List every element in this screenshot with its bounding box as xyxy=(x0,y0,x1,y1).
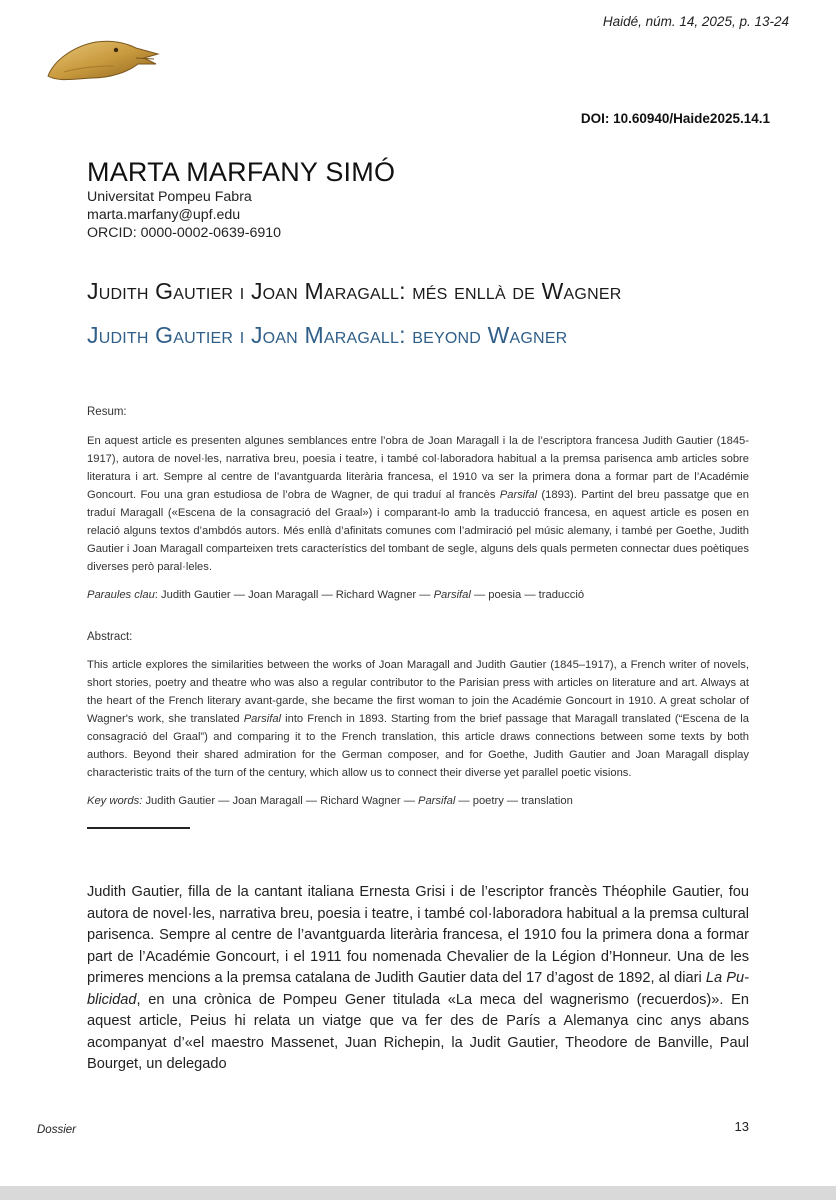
paraules-clau-terms: : Judith Gautier — Joan Maragall — Richard Wagner — xyxy=(154,589,434,601)
key-words-terms: — poetry — translation xyxy=(455,795,573,807)
article-title-english: Judith Gautier i Joan Maragall: beyond Wagner xyxy=(87,322,568,348)
resum-text-part: En aquest article es presenten algunes semblances entre l’obra de Joan Maragall i la de l’escriptora francesa Judith Gautier (1845-1917), autora de novel·les, narrativa breu, poesia i teatre, i també col·laboradora habitual a la premsa parisenca amb articles sobre literatura i art. Sempre al centre de l’avantguarda literària francesa, el 1910 va ser la primera dona a formar part de l’Académie Goncourt. Fou una gran estudiosa de l’obra de Wagner, de qui traduí al francès xyxy=(87,435,749,501)
key-words xyxy=(87,795,573,807)
author-name: MARTA MARFANY SIMÓ xyxy=(87,157,396,187)
paraules-clau xyxy=(87,589,584,601)
page-bottom-strip xyxy=(0,1186,836,1200)
abstract-text-part: into French in 1893. Starting from the brief passage that Maragall translated (“Escena de la consagració del Graal”) and comparing it to the French translation, this article draws connections between some texts by both authors. Beyond their shared admiration for the German composer, and for Goethe, Judith Gautier and Joan Maragall display characteristic traits of the turn of the century, which allow us to connect their diverse yet parallel poetic visions. xyxy=(87,713,749,779)
paraules-clau-italic: Parsifal xyxy=(433,589,471,601)
abstract-text-italic: Parsifal xyxy=(243,713,282,725)
resum-text xyxy=(87,432,749,576)
doi xyxy=(581,111,770,126)
author-block xyxy=(87,156,687,242)
body-paragraph xyxy=(87,882,749,1076)
body-text-italic: La Publicidad xyxy=(87,970,749,1008)
key-words-label: Key words: xyxy=(87,795,143,807)
body-text-part: Judith Gautier, filla de la cantant italiana Ernesta Grisi i de l’escriptor francès Théophile Gautier, fou autora de novel·les, narrativa breu, poesia i teatre, i també col·laboradora habitual a la premsa cultural parisenca. Sempre al centre de l’avantguarda literària francesa, el 1910 fou la primera dona a formar part de l’Académie Goncourt, i el 1911 fou nomenada Chevalier de la Légion d’Honneur. Una de les primeres mencions a la premsa catalana de Judith Gautier data del 17 d’agost de 1892, al diari xyxy=(87,884,749,986)
doi-value[interactable]: 10.60940/Haide2025.14.1 xyxy=(613,111,770,126)
abstract-text xyxy=(87,656,749,782)
paraules-clau-terms: — poesia — traducció xyxy=(470,589,585,601)
abstract-text-part: This article explores the similarities between the works of Joan Maragall and Judith Gautier (1845–1917), a French writer of novels, short stories, poetry and theatre who was also a regular contributor to the Parisian press with articles on literature and art. Always at the heart of the French literary avant-garde, she became the first woman to join the Académie Goncourt in 1910. A great scholar of Wagner's work, she translated xyxy=(87,659,749,725)
resum-heading: Resum: xyxy=(87,406,127,418)
body-text-part: , en una crònica de Pompeu Gener titulada «La meca del wagnerismo (recuerdos)». En aquest article, Peius hi relata un viatge que va fer des de París a Alemanya cinc anys abans acompanyat d’«el maestro Massenet, Juan Richepin, la Judit Gautier, Theodore de Banville, Paul Bourget, un delegado xyxy=(87,991,749,1072)
page-number: 13 xyxy=(734,1119,749,1134)
footer-section-label: Dossier xyxy=(37,1124,76,1136)
author-orcid: ORCID: 0000-0002-0639-6910 xyxy=(87,225,282,241)
article-title-catalan: Judith Gautier i Joan Maragall: més enllà de Wagner xyxy=(87,278,622,304)
section-divider xyxy=(87,827,190,829)
resum-text-italic: Parsifal xyxy=(499,489,538,501)
paraules-clau-label: Paraules clau xyxy=(87,589,155,601)
bird-head-logo-icon xyxy=(44,32,160,88)
abstract-heading: Abstract: xyxy=(87,631,133,643)
resum-text-part: (1893). Partint del breu passatge que en traduí Maragall («Escena de la consagració del Graal») i comparant-lo amb la traducció francesa, en aquest article es posen en relació alguns textos d’ambdós autors. Més enllà d’afinitats comunes com l’admiració pel músic alemany, i també per Goethe, Judith Gautier i Joan Maragall comparteixen trets característics del tombant de segle, alguns dels quals permeten connectar dues poètiques diverses però paral·leles. xyxy=(87,489,750,573)
author-affiliation: Universitat Pompeu Fabra xyxy=(87,189,252,205)
doi-label: DOI: xyxy=(580,111,610,126)
journal-reference: Haidé, núm. 14, 2025, p. 13-24 xyxy=(602,14,789,29)
key-words-terms: Judith Gautier — Joan Maragall — Richard Wagner — xyxy=(142,795,418,807)
key-words-italic: Parsifal xyxy=(418,795,456,807)
author-email[interactable]: marta.marfany@upf.edu xyxy=(87,207,241,223)
